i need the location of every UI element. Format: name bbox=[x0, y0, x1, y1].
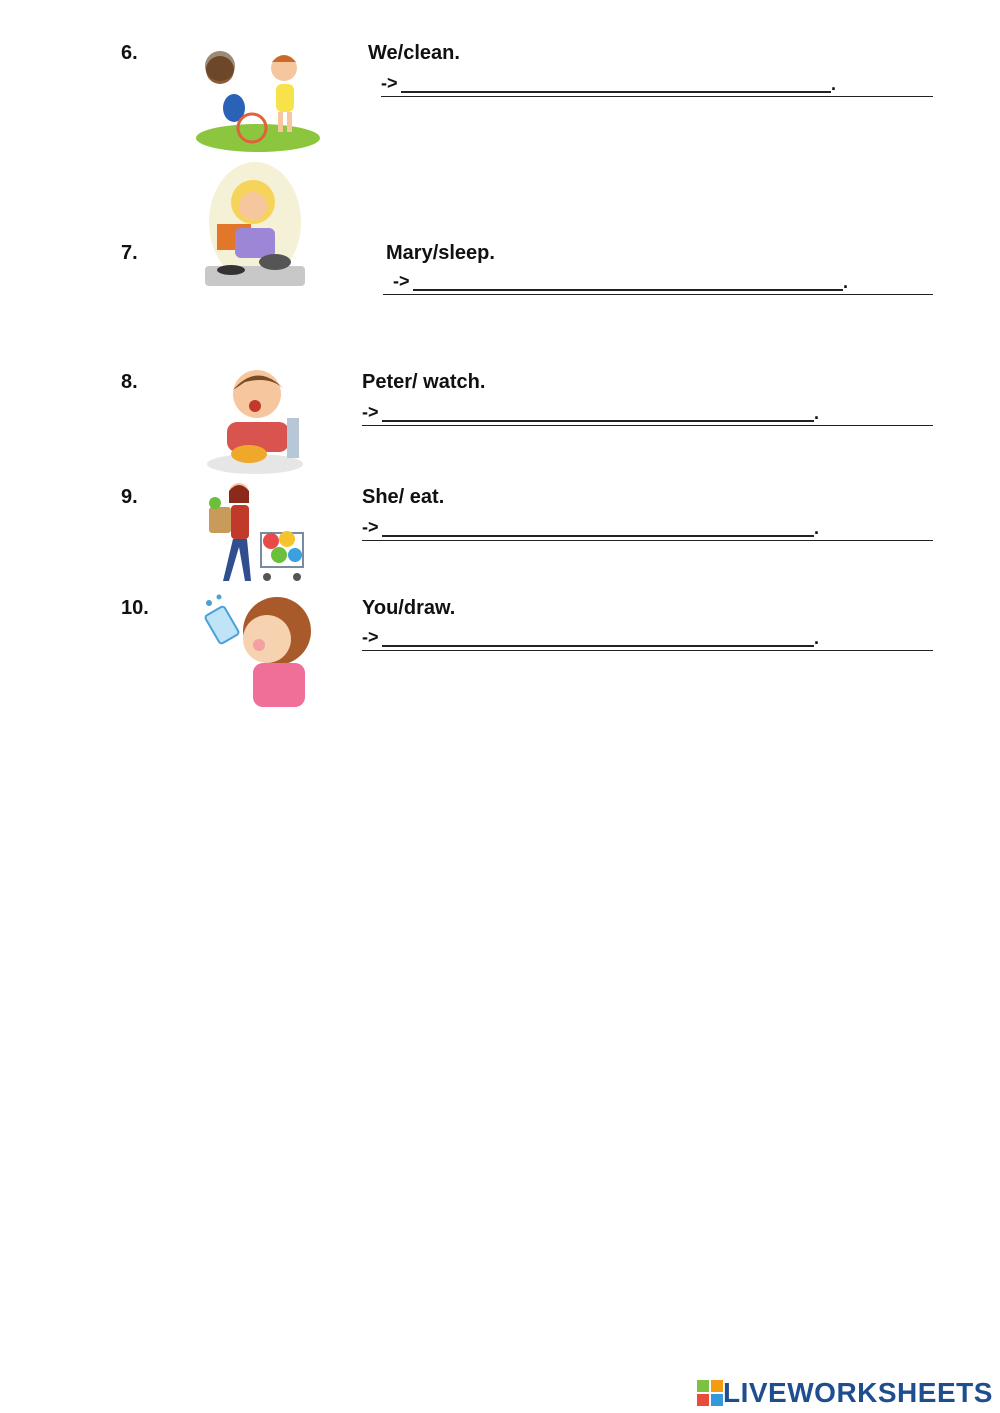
answer-arrow: -> bbox=[362, 517, 379, 537]
exercise-prompt: We/clean. bbox=[368, 42, 460, 64]
exercise-number: 7. bbox=[121, 242, 138, 264]
boy-eating-illustration bbox=[205, 366, 305, 478]
liveworksheets-logo-icon bbox=[697, 1380, 723, 1406]
woman-cooking-illustration bbox=[205, 162, 305, 290]
answer-line[interactable]: -> . bbox=[383, 266, 933, 295]
exercise-prompt: Mary/sleep. bbox=[386, 242, 495, 264]
exercise-prompt: Peter/ watch. bbox=[362, 371, 486, 393]
exercise-number: 9. bbox=[121, 486, 138, 508]
woman-shopping-illustration bbox=[205, 481, 307, 587]
answer-arrow: -> bbox=[381, 73, 398, 93]
answer-line[interactable]: -> . bbox=[362, 512, 933, 541]
exercise-number: 8. bbox=[121, 371, 138, 393]
exercise-prompt: She/ eat. bbox=[362, 486, 445, 508]
answer-line[interactable]: -> . bbox=[362, 397, 933, 426]
brand-name: LIVEWORKSHEETS bbox=[723, 1377, 993, 1408]
kids-playing-illustration bbox=[194, 48, 322, 154]
exercise-prompt: You/draw. bbox=[362, 597, 456, 619]
liveworksheets-logo bbox=[697, 1377, 993, 1409]
answer-arrow: -> bbox=[393, 271, 410, 291]
exercise-number: 6. bbox=[121, 42, 138, 64]
answer-arrow: -> bbox=[362, 627, 379, 647]
answer-line[interactable]: -> . bbox=[362, 622, 933, 651]
answer-arrow: -> bbox=[362, 402, 379, 422]
answer-line[interactable]: -> . bbox=[381, 68, 933, 97]
girl-drinking-illustration bbox=[195, 593, 321, 709]
exercise-number: 10. bbox=[121, 597, 149, 619]
